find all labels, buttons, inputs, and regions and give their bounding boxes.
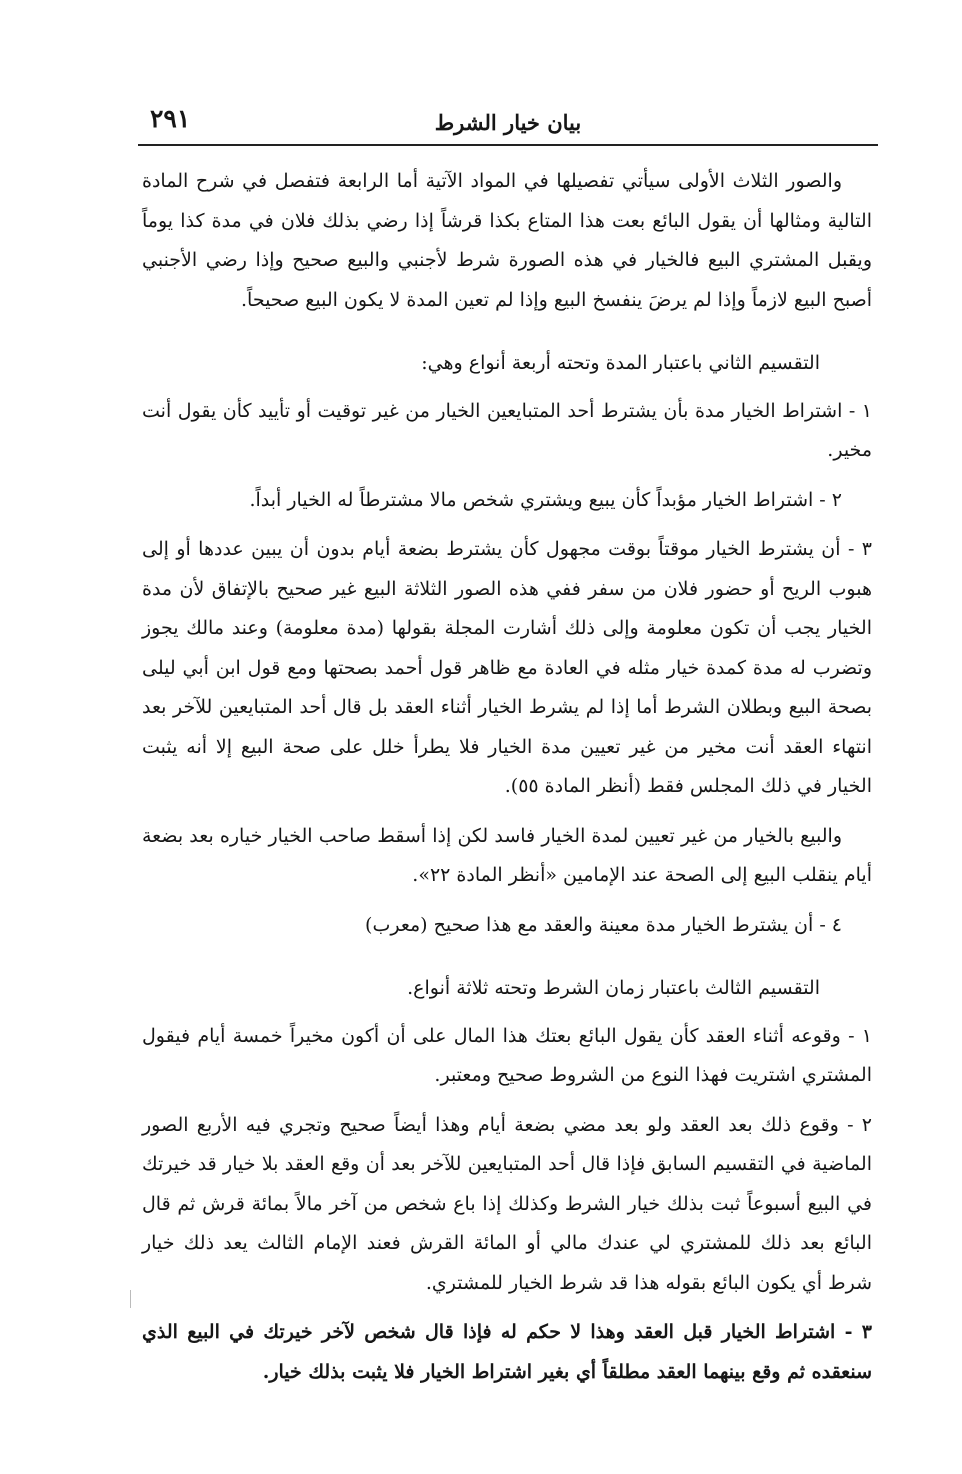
list-item-timing-2: ٢ - وقوع ذلك بعد العقد ولو بعد مضي بضعة أيام وهذا أيضاً صحيح وتجري فيه الأربع الصور الماضية في التقسيم السابق فإذا قال أحد المتبايعين للآخر بعد أن وقع العقد بلا خيار قد خيرتك في البيع أسبوعاً ثبت بذلك خيار الشرط وكذلك إذا باع شخص من آخر مالاً بمائة قرش ثم قال البائع بعد ذلك للمشتري لي عندك مالي أو المائة القرش فعند الإمام الثالث يعد ذلك خيار شرط أي يكون البائع بقوله هذا قد شرط الخيار للمشتري.: [142, 1113, 872, 1294]
paragraph-third-party-condition: والصور الثلاث الأولى سيأتي تفصيلها في المواد الآتية أما الرابعة فتفصل في شرح المادة التالية ومثالها أن يقول البائع بعت هذا المتاع بكذا قرشاً إذا رضي بذلك فلان في مدة كذا يوماً ويقبل المشتري البيع فالخيار في هذه الصورة شرط لأجنبي والبيع صحيح وإذا رضي الأجنبي أصبح البيع لازماً وإذا لم يرضَ ينفسخ البيع وإذا لم تعين المدة لا يكون البيع صحيحاً.: [142, 170, 872, 311]
running-title: بيان خيار الشرط: [434, 110, 582, 135]
list-item-duration-4: ٤ - أن يشترط الخيار مدة معينة والعقد مع هذا صحيح (معرب): [365, 913, 842, 936]
page-number: ٢٩١: [150, 104, 191, 133]
paragraph-invalid-option: والبيع بالخيار من غير تعيين لمدة الخيار فاسد لكن إذا أسقط صاحب الخيار خياره بعد بضعة أيام ينقلب البيع إلى الصحة عند الإمامين «أنظر المادة ٢٢».: [142, 824, 872, 886]
list-item-duration-2: ٢ - اشتراط الخيار مؤبداً كأن يبيع ويشتري شخص مالا مشترطاً له الخيار أبداً.: [249, 488, 842, 511]
list-item-timing-3: ٣ - اشتراط الخيار قبل العقد وهذا لا حكم له فإذا قال شخص لآخر خيرتك في البيع الذي سنعقده ثم وقع بينهما العقد مطلقاً أي بغير اشتراط الخيار فلا يثبت بذلك خيار.: [142, 1321, 872, 1383]
body-text: [142, 162, 872, 1402]
list-item-duration-1: ١ - اشتراط الخيار مدة بأن يشترط أحد المتبايعين الخيار من غير توقيت أو تأييد كأن يقول أنت مخير.: [142, 399, 872, 461]
list-item-duration-3: ٣ - أن يشترط الخيار موقتاً بوقت مجهول كأن يشترط بضعة أيام بدون أن يبين عددها أو إلى هبوب الريح أو حضور فلان من سفر ففي هذه الصور الثلاثة البيع غير صحيح بالإتفاق لأن مدة الخيار يجب أن تكون معلومة وإلى ذلك أشارت المجلة بقولها (مدة معلومة) وعند مالك يجوز وتضرب له مدة كمدة خيار مثله في العادة مع ظاهر قول أحمد بصحتها ومع قول ابن أبي ليلى بصحة البيع وبطلان الشرط أما إذا لم يشرط الخيار أثناء العقد بل قال أحد المتبايعين للآخر بعد انتهاء العقد أنت مخير من غير تعيين مدة الخيار فلا يطرأ خلل على صحة البيع إلا أنه يثبت الخيار في ذلك المجلس فقط (أنظر المادة ٥٥).: [142, 538, 873, 797]
list-item-timing-1: ١ - وقوعه أثناء العقد كأن يقول البائع بعتك هذا المال على أن أكون مخيراً خمسة أيام فيقول المشتري اشتريت فهذا النوع من الشروط صحيح ومعتبر.: [142, 1024, 872, 1086]
section-heading-timing: التقسيم الثالث باعتبار زمان الشرط وتحته ثلاثة أنواع.: [407, 977, 820, 999]
page-header: [138, 100, 878, 146]
section-heading-duration: التقسيم الثاني باعتبار المدة وتحته أربعة أنواع وهي:: [421, 352, 820, 374]
margin-mark: [130, 1290, 135, 1308]
